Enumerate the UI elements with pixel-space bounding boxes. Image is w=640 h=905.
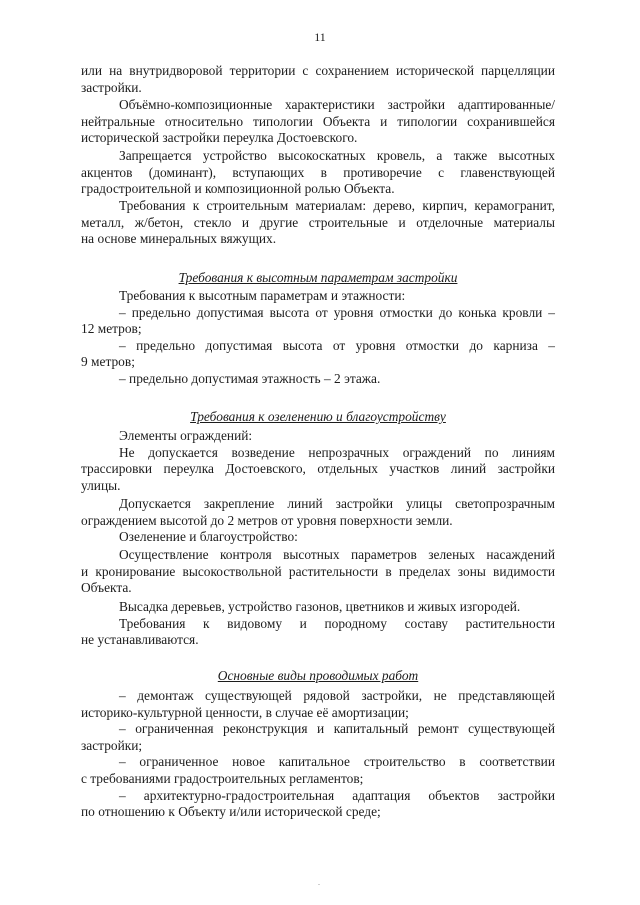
text-line: улицы. (81, 477, 121, 493)
list-works (81, 688, 555, 821)
text-line: и кронирование высокоствольной растительности в пределах зоны видимости (81, 563, 555, 579)
text-line: Допускается закрепление линий застройки улицы светопрозрачным (119, 496, 555, 511)
list-item: – предельно допустимая высота от уровня отмостки до конька кровли – (119, 304, 555, 320)
list-item: – предельно допустимая этажность – 2 этажа. (119, 370, 381, 386)
text-line: или на внутридворовой территории с сохранением исторической парцелляции (81, 63, 555, 78)
text-line: Элементы ограждений: (119, 428, 253, 443)
text-line: акцентов (доминант), вступающих в противоречие с главенствующей (81, 164, 555, 180)
list-item: – ограниченная реконструкция и капитальный ремонт существующей (119, 721, 555, 737)
text-line: 12 метров; (81, 321, 142, 337)
section-heading-height (81, 270, 555, 287)
text-line: Запрещается устройство высокоскатных кровель, а также высотных (119, 148, 555, 163)
paragraph-roof-ban (81, 148, 555, 198)
section-heading: Требования к высотным параметрам застройки (178, 270, 458, 285)
paragraph-fence-allowed (81, 496, 555, 546)
text-line: ограждением высотой до 2 метров от уровня поверхности земли. (81, 512, 453, 528)
text-line: по отношению к Объекту и/или исторической среде; (81, 804, 381, 820)
text-line: с требованиями градостроительных регламентов; (81, 770, 364, 786)
text-line: застройки; (81, 737, 143, 753)
section-heading: Требования к озеленению и благоустройству (190, 409, 446, 424)
paragraph-volume-composition (81, 97, 555, 147)
text-line: Объекта. (81, 580, 132, 596)
list-item: – предельно допустимая высота от уровня отмостки до карниза – (119, 337, 555, 353)
scan-speck (318, 884, 320, 885)
text-line: металл, ж/бетон, стекло и другие строительные и отделочные материалы (81, 214, 555, 230)
text-line: историко-культурной ценности, в случае её амортизации; (81, 704, 409, 720)
paragraph-materials (81, 198, 555, 248)
paragraph-planting (81, 599, 555, 649)
text-line: Не допускается возведение непрозрачных ограждений по линиям (119, 444, 555, 460)
paragraph-height-requirements (81, 288, 555, 388)
text-line: Объёмно-композиционные характеристики застройки адаптированные/ (119, 97, 555, 112)
text-line: на основе минеральных вяжущих. (81, 231, 277, 247)
section-heading: Основные виды проводимых работ (217, 668, 419, 683)
paragraph-parcel (81, 63, 555, 96)
text-line: не устанавливаются. (81, 632, 199, 648)
text-line: Требования к строительным материалам: дерево, кирпич, керамогранит, (119, 198, 555, 213)
text-line: Высадка деревьев, устройство газонов, цветников и живых изгородей. (119, 599, 521, 614)
text-line: Требования к видовому и породному составу растительности (119, 615, 555, 631)
paragraph-fences (81, 428, 555, 494)
text-line: застройки. (81, 79, 142, 95)
section-heading-works (81, 668, 555, 685)
text-line: Озеленение и благоустройство: (119, 529, 298, 545)
text-line: градостроительной и композиционной ролью Объекта. (81, 181, 395, 197)
section-heading-landscaping (81, 409, 555, 426)
text-line: исторической застройки переулка Достоевского. (81, 130, 358, 146)
text-line: Осуществление контроля высотных параметров зеленых насаждений (119, 547, 555, 562)
list-item: – ограниченное новое капитальное строительство в соответствии (119, 754, 555, 770)
text-line: трассировки переулка Достоевского, отдельных участков линий застройки (81, 461, 555, 477)
page-number: 11 (314, 30, 326, 44)
paragraph-greenery-control (81, 547, 555, 597)
list-item: – архитектурно-градостроительная адаптация объектов застройки (119, 787, 555, 803)
text-line: нейтральные относительно типологии Объекта и типологии сохранившейся (81, 113, 555, 129)
text-line: Требования к высотным параметрам и этажности: (119, 288, 406, 303)
text-line: 9 метров; (81, 354, 135, 370)
list-item: – демонтаж существующей рядовой застройки, не представляющей (119, 688, 555, 703)
